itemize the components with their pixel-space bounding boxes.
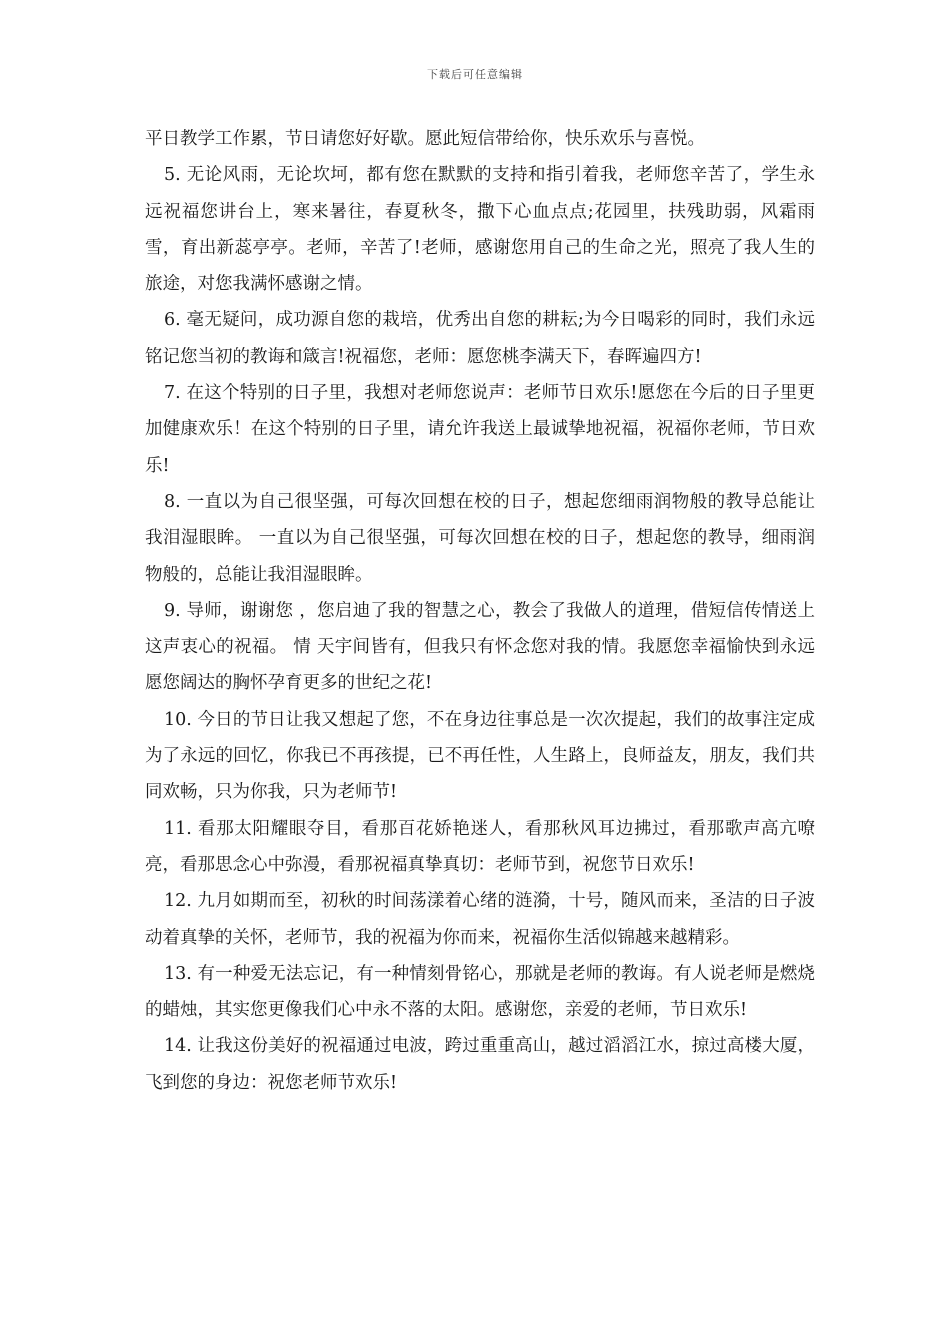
paragraph-item-8: 8. 一直以为自己很坚强，可每次回想在校的日子，想起您细雨润物般的教导总能让我泪湿眼眸。 一直以为自己很坚强，可每次回想在校的日子，想起您的教导，细雨润物般的，总能让我泪湿眼眸。 bbox=[145, 491, 815, 585]
paragraph-item-7: 7. 在这个特别的日子里，我想对老师您说声：老师节日欢乐!愿您在今后的日子里更加健康欢乐！在这个特别的日子里，请允许我送上最诚挚地祝福，祝福你老师，节日欢乐! bbox=[145, 383, 815, 476]
paragraph-item-11: 11. 看那太阳耀眼夺目，看那百花娇艳迷人，看那秋风耳边拂过，看那歌声高亢嘹亮，看那思念心中弥漫，看那祝福真挚真切：老师节到，祝您节日欢乐! bbox=[145, 818, 815, 875]
paragraph-item-14: 14. 让我这份美好的祝福通过电波，跨过重重高山，越过滔滔江水，掠过高楼大厦，飞到您的身边：祝您老师节欢乐! bbox=[145, 1036, 815, 1093]
page-header-note: 下载后可任意编辑 bbox=[427, 68, 523, 81]
paragraph-item-12: 12. 九月如期而至，初秋的时间荡漾着心绪的涟漪，十号，随风而来，圣洁的日子波动着真挚的关怀，老师节，我的祝福为你而来，祝福你生活似锦越来越精彩。 bbox=[145, 891, 815, 948]
paragraph-item-10: 10. 今日的节日让我又想起了您，不在身边往事总是一次次提起，我们的故事注定成为了永远的回忆，你我已不再孩提，已不再任性，人生路上，良师益友，朋友，我们共同欢畅，只为你我，只为老师节! bbox=[145, 709, 815, 803]
paragraph-item-5: 5. 无论风雨，无论坎坷，都有您在默默的支持和指引着我，老师您辛苦了，学生永远祝福您讲台上，寒来暑往，春夏秋冬，撒下心血点点;花园里，扶残助弱，风霜雨雪，育出新蕊亭亭。老师，辛苦了!老师，感谢您用自己的生命之光，照亮了我人生的旅途，对您我满怀感谢之情。 bbox=[145, 165, 815, 295]
paragraph-item-9: 9. 导师，谢谢您 ，您启迪了我的智慧之心，教会了我做人的道理，借短信传情送上这声衷心的祝福。 情 天宇间皆有，但我只有怀念您对我的情。我愿您幸福愉快到永远 愿您阔达的胸怀孕育更多的世纪之花! bbox=[145, 600, 815, 694]
paragraph-continuation: 平日教学工作累，节日请您好好歇。愿此短信带给你，快乐欢乐与喜悦。 bbox=[145, 129, 705, 149]
document-body bbox=[145, 121, 815, 1101]
paragraph-item-6: 6. 毫无疑问，成功源自您的栽培，优秀出自您的耕耘;为今日喝彩的同时，我们永远铭记您当初的教诲和箴言!祝福您，老师：愿您桃李满天下，春晖遍四方! bbox=[145, 310, 815, 367]
paragraph-item-13: 13. 有一种爱无法忘记，有一种情刻骨铭心，那就是老师的教诲。有人说老师是燃烧的蜡烛，其实您更像我们心中永不落的太阳。感谢您，亲爱的老师，节日欢乐! bbox=[145, 963, 815, 1021]
